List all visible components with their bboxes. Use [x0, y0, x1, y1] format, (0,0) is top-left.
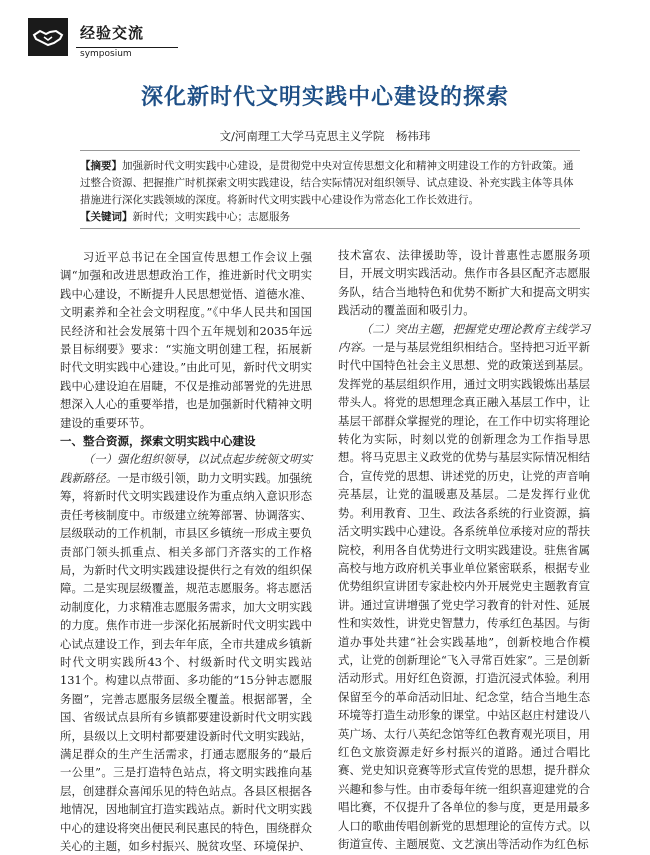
article-byline: 文/河南理工大学马克思主义学院 杨祎玮 [219, 129, 431, 143]
subheading: （一）强化组织领导，以试点起步统领文明实践新路径。 [60, 452, 312, 485]
section-header [28, 18, 178, 62]
keywords-label: 【关键词】 [80, 211, 133, 223]
paragraph: 技术富农、法律援助等，设计普惠性志愿服务项目，开展文明实践活动。焦作市各县区配齐志愿服务队，结合当地特色和优势不断扩大和提高文明实践活动的覆盖面和吸引力。 [338, 248, 590, 318]
paragraph [60, 450, 312, 855]
abstract-text: 加强新时代文明实践中心建设，是贯彻党中央对宣传思想文化和精神文明建设工作的方针政策。通过整合资源、把握推广时机探索文明实践建设，结合实际情况对组织领导、试点建设、补充实践主体等具体措施进行深化实践领域的深度。将新时代文明实践中心建设作为常态化工作长效进行。 [80, 160, 574, 206]
header-rule [76, 47, 178, 48]
section-sub: symposium [80, 49, 132, 59]
section-name: 经验交流 [80, 24, 145, 42]
paragraph-text: 一是与基层党组织相结合。坚持把习近平新时代中国特色社会主义思想、党的政策送到基层。发挥党的基层组织作用，通过文明实践锻炼出基层带头人。将党的思想理念真正融入基层工作中，让基层干部群众掌握党的理论，在工作中切实将理论转化为实际，时刻以党的创新理念为工作指导思想。将马克思主义政党的优势与基层实际情况相结合，宣传党的思想、讲述党的历史，让党的声音响亮基层，让党的温暖惠及基层。二是发挥行业优势。利用教育、卫生、政法各系统的行业资源，搞活文明实践中心建设。各系统单位承接对应的帮扶院校，利用各自优势进行文明实践建设。驻焦省属高校与地方政府机关事业单位紧密联系，根据专业优势组织宣讲团专家赴校内外开展党史主题教育宣讲。通过宣讲增强了党史学习教育的针对性、延展性和实效性，讲党史智慧力，传承红色基因。与街道办事处共建“社会实践基地”，创新校地合作模式，让党的创新理论“飞入寻常百姓家”。三是创新活动形式。用好红色资源，打造沉浸式体验。利用保留至今的革命活动旧址、纪念堂，结合当地生态环境等打造生动形象的课堂。中站区赵庄村建设八英广场、太行八英纪念馆等红色教育观光项目，用红色文旅资源走好乡村振兴的道路。通过合唱比赛、党史知识竞赛等形式宣传党的思想，提升群众兴趣和参与性。由市委每年统一组织喜迎建党的合唱比赛，不仅提升了各单位的参与度，更是用最多人口的歌曲传唱创新党的思想理论的宣传方式。以街道宣传、主题展览、文艺演出等活动作为红色标 [338, 340, 590, 851]
section-heading: 一、整合资源，探索文明实践中心建设 [60, 434, 256, 449]
article-title: 深化新时代文明实践中心建设的探索 [140, 84, 509, 110]
keywords-text: 新时代；文明实践中心；志愿服务 [132, 211, 290, 223]
right-column [338, 246, 590, 853]
paragraph [338, 320, 590, 854]
abstract-label: 【摘要】 [80, 160, 122, 172]
left-column [60, 248, 312, 855]
abstract-block [80, 158, 580, 226]
paragraph: 习近平总书记在全国宣传思想工作会议上强调“加强和改进思想政治工作，推进新时代文明实践中心建设，不断提升人民思想觉悟、道德水准、文明素养和全社会文明程度。”《中华人民共和国国民经济和社会发展第十四个五年规划和2035年远景目标纲要》要求：“实施文明创建工程，拓展新时代文明实践中心建设。”由此可见，新时代文明实践中心建设迫在眉睫，不仅是推动部署党的先进思想深入人心的重要举措，也是加强新时代精神文明建设的重要环节。 [60, 250, 312, 430]
abstract-rule-bottom [80, 228, 580, 229]
abstract-rule-top [80, 150, 580, 151]
subheading: （二）突出主题，把握党史理论教育主线学习内容。 [338, 321, 590, 355]
handshake-icon [28, 18, 68, 56]
paragraph-text: 一是市级引领，助力文明实践。加强统筹，将新时代文明实践建设作为重点纳入意识形态责任考核制度中。市级建立统筹部署、协调落实、层级联动的工作机制，市县区乡镇统一形成主要负责部门领头抓重点、相关多部门齐落实的工作格局，为新时代文明实践建设提供行之有效的组织保障。二是实现层级覆盖，规范志愿服务。将志愿活动制度化，力求精准志愿服务需求，加大文明实践的力度。焦作市进一步深化拓展新时代文明实践中心试点建设工作，到去年年底，全市共建成乡镇新时代文明实践所43个、村级新时代文明实践站131个。构建以点带面、多功能的“15分钟志愿服务圈”，完善志愿服务层级全覆盖。根据部署，全国、省级试点县所有乡镇都要建设新时代文明实践所，县级以上文明村都要建设新时代文明实践站，满足群众的生产生活需求，打通志愿服务的“最后一公里”。三是打造特色站点，将文明实践推向基层，创建群众喜闻乐见的特色站点。各县区根据各地情况，因地制宜打造实践站点。新时代文明实践中心的建设将突出便民利民惠民的特色，围绕群众关心的主题，如乡村振兴、脱贫攻坚、环境保护、 [60, 470, 312, 853]
